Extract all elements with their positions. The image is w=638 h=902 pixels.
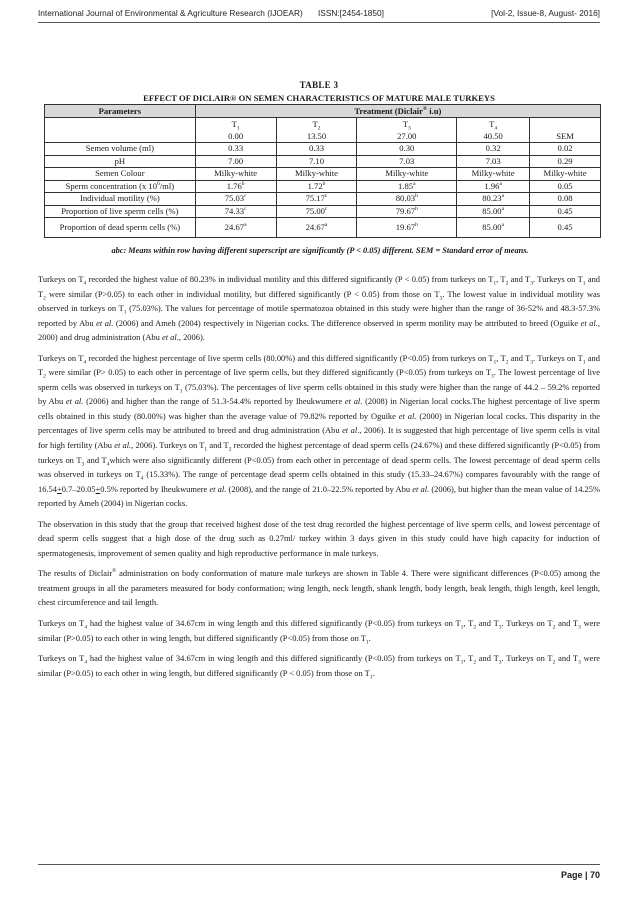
footer-rule — [38, 864, 600, 865]
table-cell: Milky-white — [195, 168, 276, 181]
sem-value: 0.08 — [530, 193, 601, 206]
body-text — [38, 272, 600, 686]
table-cell: 0.30 — [357, 143, 457, 156]
table-title: EFFECT OF DICLAIR® ON SEMEN CHARACTERISTICS OF MATURE MALE TURKEYS — [143, 93, 495, 103]
paragraph: Turkeys on $T_4$ had the highest value of 34.67cm in wing length and this differed significantly (P<0.05) from turkeys on $T_1$, $T_2$ and $T_3$. Turkeys on $T_2$ and $T_3$ were similar (P>0.05) to each other in wing length, but differed significantly (P<0.05) from those on $T_1$. — [38, 618, 600, 646]
sem-value: 0.29 — [530, 155, 601, 168]
table-cell: 85.00$^a$ — [457, 205, 530, 218]
table-cell: 75.00$^c$ — [276, 205, 357, 218]
table-cell: 1.72$^b$ — [276, 180, 357, 193]
table-cell: 1.76$^b$ — [195, 180, 276, 193]
parameter-name: Proportion of dead sperm cells (%) — [45, 218, 196, 238]
blank-cell — [45, 118, 196, 131]
table-cell: 80.03$^b$ — [357, 193, 457, 206]
treatment-row — [45, 118, 601, 131]
table-cell: 1.96$^a$ — [457, 180, 530, 193]
parameter-name: Semen volume (ml) — [45, 143, 196, 156]
table-row — [45, 205, 601, 218]
table-row — [45, 155, 601, 168]
table-cell: 7.03 — [357, 155, 457, 168]
semen-table — [44, 104, 601, 238]
paragraph: Turkeys on $T_4$ recorded the highest percentage of live sperm cells (80.00%) and this differed significantly (P<0.05) from turkeys on $T_1$, $T_2$ and $T_3$. Turkeys on $T_1$ and $T_2$ were similar (P> 0.05) to each other in percentage of live sperm cells, but they differed significantly (P<0.05) from turkeys on $T_3$. The lowest percentage of live sperm cells was observed in turkeys on $T_1$ (75.03%). The percentages of live sperm cells obtained in this study were higher than the range of 44.2 – 59.2% reported by Abu et al. (2006) and higher than the range of 51.3-54.4% reported by Iheukwumere et al. (2008) in Nigerian local cocks.The highest percentage of live sperm cells obtained in this study (80.00%) was higher than the average value of 79.82% reported by Oguike et al. (2000) in Nigerian local cocks. This disparity in the percentages of live sperm cells may be attributed to breed and drug administration (Abu et al., 2006). It is suggested that high percentage of live sperm cells is vital for high fertility (Abu et al., 2006). Turkeys on $T_1$ and $T_2$ recorded the highest percentage of dead sperm cells (24.67%) and these differed significantly (P<0.05) from turkeys on $T_3$ and $T_4which$ were also significantly different (P<0.05) from each other in percentage of dead sperm cells. The lowest percentage of dead sperm cells was observed in turkeys on $T_4$ (15.33%). The range of percentage dead sperm cells obtained in this study (15.33–24.67%) compares favourably with the range of 16.54+0.7–20.05+0.5% reported by Iheukwumere et al. (2008), and the range of 21.0–22.5% reported by Abu et al. (2006), but higher than the mean value of 14.25% reported by Ameh (2004) in Nigerian cocks. — [38, 352, 601, 509]
sem-value: Milky-white — [530, 168, 601, 181]
volume-issue: [Vol-2, Issue-8, August- 2016] — [491, 8, 600, 18]
paragraph: The results of Diclair® administration on body conformation of mature male turkeys are shown in Table 4. There were significant differences (P<0.05) among the treatment groups in all the parameters measured for body conformation; wing length, neck length, shank length, body length, beak length, thigh length, keel length, chest circumference and tail length. — [38, 568, 600, 608]
parameter-name: Semen Colour — [45, 168, 196, 181]
table-header-row — [45, 105, 601, 118]
table-cell: 24.67$^a$ — [276, 218, 357, 238]
table-footnote: abc: Means within row having different superscript are significantly (P < 0.05) different. SEM = Standard error of means. — [111, 246, 529, 255]
header-rule — [38, 22, 600, 23]
dose-value: 0.00 — [195, 130, 276, 143]
parameter-name: Individual motility (%) — [45, 193, 196, 206]
dose-row — [45, 130, 601, 143]
table-label: TABLE 3 — [299, 80, 339, 90]
table-cell: 7.00 — [195, 155, 276, 168]
table-cell: 0.33 — [276, 143, 357, 156]
table-row — [45, 193, 601, 206]
table-cell: Milky-white — [276, 168, 357, 181]
table-row — [45, 218, 601, 238]
table-cell: 79.67$^b$ — [357, 205, 457, 218]
issn: ISSN:[2454-1850] — [318, 8, 384, 18]
table-row — [45, 180, 601, 193]
header-treatment: Treatment (Diclair® i.u) — [195, 105, 600, 118]
journal-name: International Journal of Environmental & Agriculture Research (IJOEAR) — [38, 8, 303, 18]
running-header — [38, 6, 600, 22]
table-cell: 74.33$^c$ — [195, 205, 276, 218]
table-cell: Milky-white — [357, 168, 457, 181]
paragraph: The observation in this study that the group that received highest dose of the test drug recorded the highest percentage of live sperm cells, and lowest percentage of dead sperm cells suggest that a high dose of the drug such as 0.27ml/ turkey within 3 days given in this study could have high capacity for induction of spermatogenesis, improvement of semen quality and high reproductive performance in male turkeys. — [38, 518, 600, 558]
treatment-label: $T_2$ — [276, 118, 357, 131]
paragraph: Turkeys on $T_4$ had the highest value of 34.67cm in wing length and this differed significantly (P<0.05) from turkeys on $T_1$, $T_2$ and $T_3$. Turkeys on $T_2$ and $T_3$ were similar (P>0.05) to each other in wing length, but differed significantly (P < 0.05) from those on $T_1$. — [38, 653, 600, 681]
treatment-label: $T_4$ — [457, 118, 530, 131]
table-cell: 7.10 — [276, 155, 357, 168]
header-parameters: Parameters — [45, 105, 196, 118]
sem-value: 0.05 — [530, 180, 601, 193]
table-cell: 19.67$^b$ — [357, 218, 457, 238]
sem-value: 0.02 — [530, 143, 601, 156]
table-cell: 75.03$^c$ — [195, 193, 276, 206]
dose-value: 13.50 — [276, 130, 357, 143]
table-cell: 85.00$^a$ — [457, 218, 530, 238]
table-row — [45, 143, 601, 156]
sem-value: 0.45 — [530, 218, 601, 238]
blank-cell — [45, 130, 196, 143]
table-cell: 24.67$^a$ — [195, 218, 276, 238]
paragraph: Turkeys on $T_4$ recorded the highest value of 80.23% in individual motility and this differed significantly (P < 0.05) from turkeys on $T_1$, $T_2$ and $T_3$. Turkeys on $T_1$ and $T_2$ were similar (P>0.05) to each other in individual motility, but differed significantly (P < 0.05) from those on $T_3$. The lowest value in individual motility was observed in turkeys on $T_1$ (75.03%). The values for percentage of motile spermatozoa obtained in this study were higher than the range of 36-52% and 48.3-57.3% reported by Abu et al. (2006) and Ameh (2004) respectively in Nigerian cocks. The difference observed in sperm motility may be attributed to breed (Oguike et al., 2000) and drug administration (Abu et al., 2006). — [38, 274, 601, 343]
table-cell: 0.33 — [195, 143, 276, 156]
treatment-label: $T_3$ — [357, 118, 457, 131]
table-cell: 1.85$^a$ — [357, 180, 457, 193]
table-cell: 75.17$^c$ — [276, 193, 357, 206]
dose-value: 27.00 — [357, 130, 457, 143]
table-cell: 7.03 — [457, 155, 530, 168]
parameter-name: pH — [45, 155, 196, 168]
table-row — [45, 168, 601, 181]
parameter-name: Sperm concentration (x $10^6/ml$) — [45, 180, 196, 193]
parameter-name: Proportion of live sperm cells (%) — [45, 205, 196, 218]
dose-value: 40.50 — [457, 130, 530, 143]
table-cell: 80.23$^a$ — [457, 193, 530, 206]
page-number: Page | 70 — [560, 870, 600, 880]
table-cell: Milky-white — [457, 168, 530, 181]
treatment-label: $T_1$ — [195, 118, 276, 131]
sem-header: SEM — [530, 130, 601, 143]
sem-value: 0.45 — [530, 205, 601, 218]
table-cell: 0.32 — [457, 143, 530, 156]
blank-cell — [530, 118, 601, 131]
